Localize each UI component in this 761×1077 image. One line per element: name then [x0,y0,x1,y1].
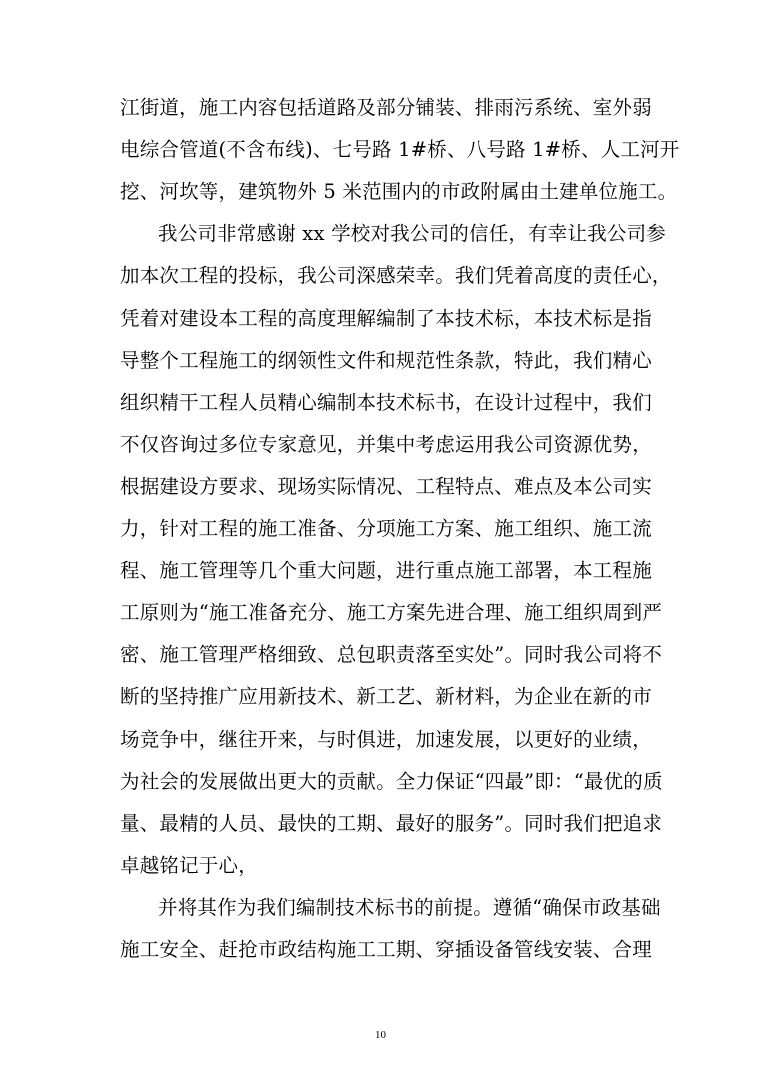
text-line: 不仅咨询过多位专家意见，并集中考虑运用我公司资源优势， [120,432,652,456]
text-line: 电综合管道(不含布线)、七号路 1#桥、八号路 1#桥、人工河开 [120,138,680,162]
text-line: 我公司非常感谢 xx 学校对我公司的信任，有幸让我公司参 [158,222,666,246]
text-line: 卓越铭记于心， [120,853,258,877]
text-line: 力，针对工程的施工准备、分项施工方案、施工组织、施工流 [120,517,652,540]
text-line: 江街道，施工内容包括道路及部分铺装、排雨污系统、室外弱 [120,96,652,119]
text-line: 导整个工程施工的纲领性文件和规范性条款，特此，我们精心 [120,348,652,372]
text-line: 凭着对建设本工程的高度理解编制了本技术标，本技术标是指 [120,306,652,330]
text-line: 为社会的发展做出更大的贡献。全力保证“四最”即：“最优的质 [120,769,663,793]
text-line: 量、最精的人员、最快的工期、最好的服务”。同时我们把追求 [120,811,663,835]
text-line: 加本次工程的投标，我公司深感荣幸。我们凭着高度的责任心， [120,264,672,288]
text-line: 并将其作为我们编制技术标书的前提。遵循“确保市政基础 [158,895,661,919]
text-line: 断的坚持推广应用新技术、新工艺、新材料，为企业在新的市 [120,685,652,709]
text-line: 程、施工管理等几个重大问题，进行重点施工部署，本工程施 [120,559,652,583]
text-line: 密、施工管理严格细致、总包职责落至实处”。同时我公司将不 [120,643,663,667]
text-line: 挖、河坎等，建筑物外 5 米范围内的市政附属由土建单位施工。 [120,180,678,204]
text-line: 根据建设方要求、现场实际情况、工程特点、难点及本公司实 [120,474,652,498]
text-line: 组织精干工程人员精心编制本技术标书，在设计过程中，我们 [120,390,652,414]
text-line: 工原则为“施工准备充分、施工方案先进合理、施工组织周到严 [120,601,663,625]
page-number: 10 [375,1029,386,1041]
text-line: 施工安全、赶抢市政结构施工工期、穿插设备管线安装、合理 [120,938,652,961]
text-line: 场竞争中，继往开来，与时俱进，加速发展，以更好的业绩， [120,727,652,751]
